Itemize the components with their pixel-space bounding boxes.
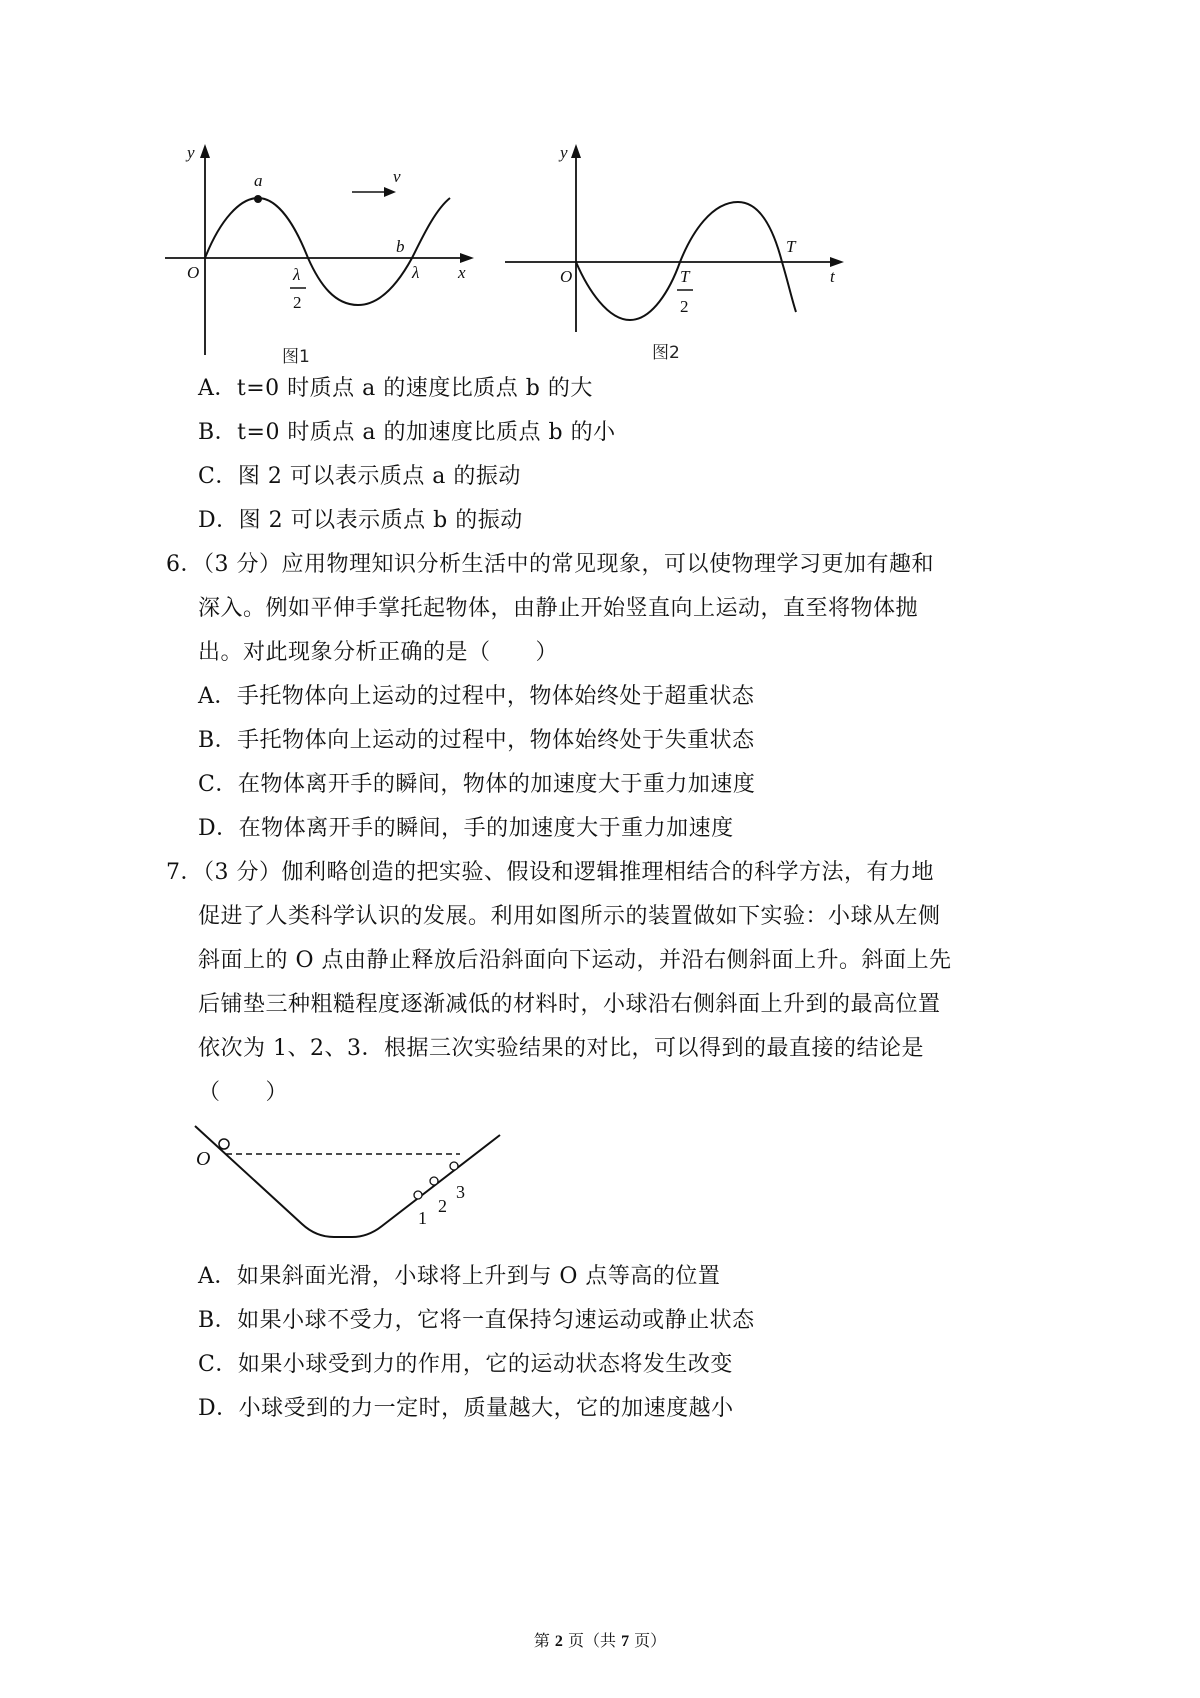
q7-stem-line-6: （ ） [198, 1080, 289, 1105]
fig1-label-half-lambda-num: λ [293, 265, 301, 284]
q7-stem-line-5: 依次为 1、2、3．根据三次实验结果的对比，可以得到的最直接的结论是 [198, 1036, 924, 1061]
fig2-label-half-T-num: T [680, 267, 690, 286]
fig2-t-arrow [830, 257, 844, 267]
fig1-label-v: v [393, 167, 401, 186]
fig3-ball-position-1 [414, 1191, 422, 1199]
q6-option-a: A．手托物体向上运动的过程中，物体始终处于超重状态 [198, 684, 755, 709]
fig3-label-3: 3 [456, 1182, 465, 1202]
footer-page-number: 2 [554, 1633, 563, 1650]
q5-option-b: B．t=0 时质点 a 的加速度比质点 b 的小 [198, 420, 616, 445]
q7-option-b: B．如果小球不受力，它将一直保持匀速运动或静止状态 [198, 1308, 755, 1333]
fig1-label-a: a [254, 171, 263, 190]
q6-option-b: B．手托物体向上运动的过程中，物体始终处于失重状态 [198, 728, 755, 753]
q6-stem-line-3: 出。对此现象分析正确的是（ ） [198, 640, 559, 665]
fig1-label-x: x [458, 263, 466, 282]
fig1-caption: 图1 [282, 347, 310, 367]
q7-option-c: C．如果小球受到力的作用，它的运动状态将发生改变 [198, 1352, 733, 1377]
q7-stem-line-2: 促进了人类科学认识的发展。利用如图所示的装置做如下实验：小球从左侧 [198, 904, 941, 929]
fig2-label-half-T-den: 2 [680, 297, 689, 316]
q5-option-a: A．t=0 时质点 a 的速度比质点 b 的大 [198, 376, 593, 401]
figure-1-wave-graph [160, 140, 490, 370]
fig1-label-half-lambda-den: 2 [293, 293, 302, 312]
fig2-label-T: T [786, 237, 796, 256]
fig1-x-arrow [460, 253, 474, 263]
fig2-label-y: y [560, 143, 568, 162]
fig1-label-y: y [187, 143, 195, 162]
fig1-label-origin: O [187, 263, 200, 282]
footer-total-pages: 7 [621, 1633, 630, 1650]
q7-stem-line-1: 7．（3 分）伽利略创造的把实验、假设和逻辑推理相结合的科学方法，有力地 [166, 860, 934, 885]
page-footer [0, 1630, 1200, 1653]
fig2-label-t: t [830, 267, 835, 286]
q7-option-d: D．小球受到的力一定时，质量越大，它的加速度越小 [198, 1396, 734, 1421]
fig3-ball-position-3 [450, 1162, 458, 1170]
q7-stem-line-3: 斜面上的 O 点由静止释放后沿斜面向下运动，并沿右侧斜面上升。斜面上先 [198, 948, 952, 973]
fig1-velocity-arrowhead [384, 187, 396, 197]
q7-stem-line-4: 后铺垫三种粗糙程度逐渐减低的材料时，小球沿右侧斜面上升到的最高位置 [198, 992, 941, 1017]
fig3-label-O: O [196, 1148, 211, 1170]
q7-option-a: A．如果斜面光滑，小球将上升到与 O 点等高的位置 [198, 1264, 721, 1289]
fig1-sine-curve [205, 198, 450, 305]
fig2-caption: 图2 [652, 343, 680, 363]
q5-option-c: C．图 2 可以表示质点 a 的振动 [198, 464, 521, 489]
q5-option-d: D．图 2 可以表示质点 b 的振动 [198, 508, 523, 533]
fig1-y-arrow [200, 144, 210, 158]
figure-2-vibration-graph [500, 140, 860, 370]
figure-3-inclined-planes [190, 1120, 520, 1250]
fig3-ball-position-2 [430, 1177, 438, 1185]
footer-middle: 页（共 [562, 1631, 622, 1650]
fig1-point-a [254, 195, 262, 203]
fig1-label-b: b [396, 237, 405, 256]
fig3-track [195, 1126, 500, 1237]
footer-suffix: 页） [629, 1631, 667, 1650]
q6-stem-line-2: 深入。例如平伸手掌托起物体，由静止开始竖直向上运动，直至将物体抛 [198, 596, 919, 621]
fig3-label-1: 1 [418, 1208, 427, 1228]
footer-prefix: 第 [533, 1631, 555, 1650]
q6-option-c: C．在物体离开手的瞬间，物体的加速度大于重力加速度 [198, 772, 756, 797]
fig1-label-lambda: λ [412, 263, 420, 282]
fig3-label-2: 2 [438, 1196, 447, 1216]
q6-stem-line-1: 6．（3 分）应用物理知识分析生活中的常见现象，可以使物理学习更加有趣和 [166, 552, 934, 577]
q6-option-d: D．在物体离开手的瞬间，手的加速度大于重力加速度 [198, 816, 734, 841]
fig2-y-arrow [571, 144, 581, 158]
fig2-label-origin: O [560, 267, 573, 286]
fig3-ball-at-O [219, 1139, 229, 1149]
